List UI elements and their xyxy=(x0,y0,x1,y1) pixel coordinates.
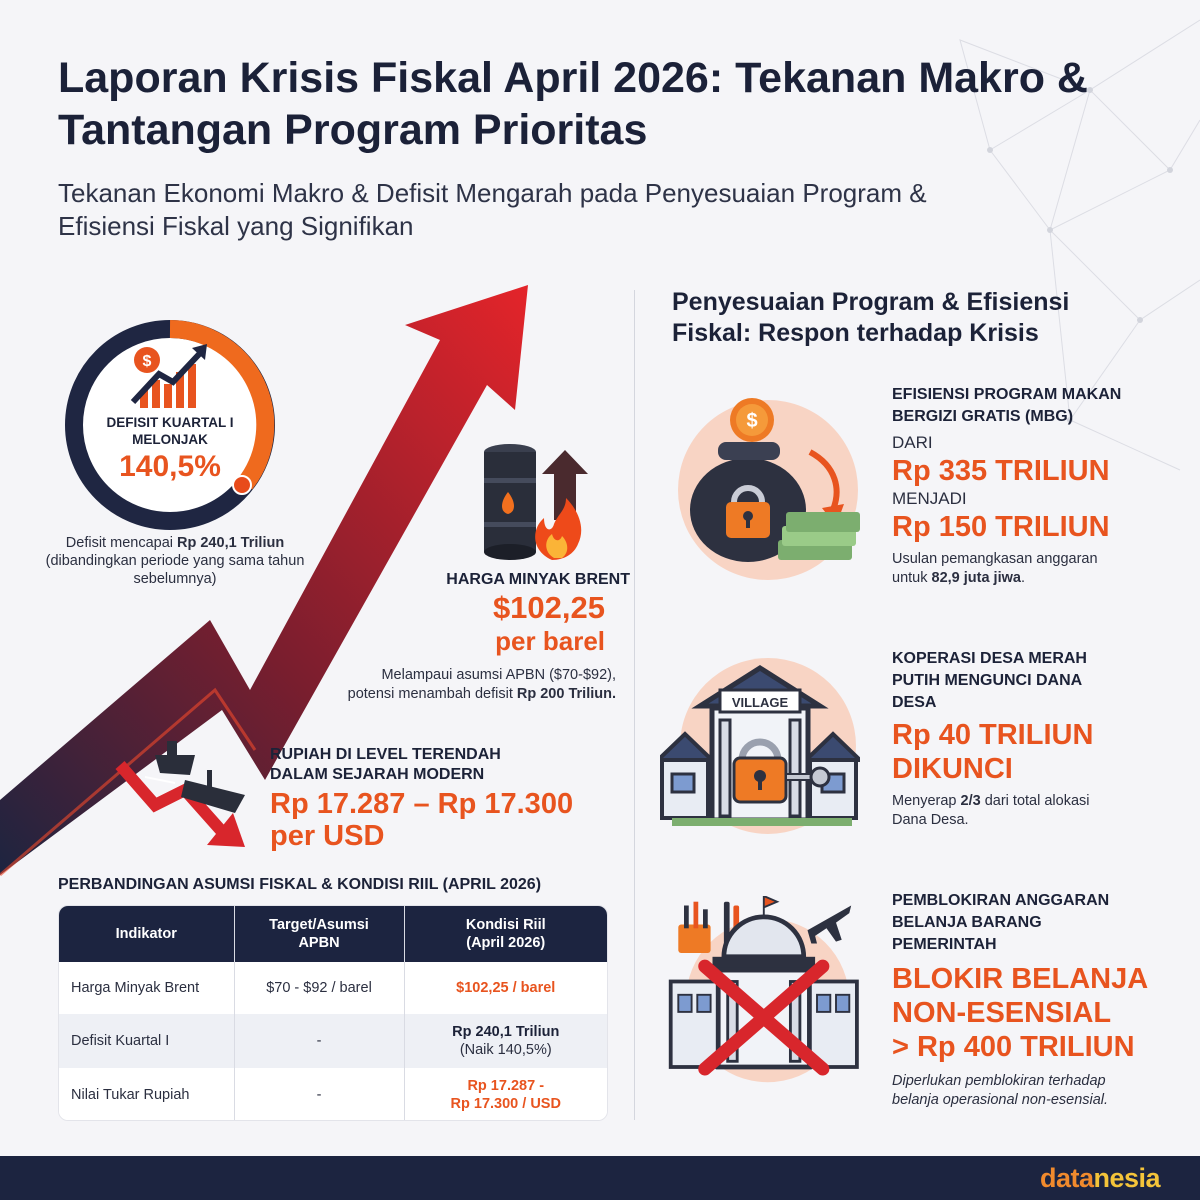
table-cell-indicator: Defisit Kuartal I xyxy=(59,1014,234,1068)
table-row xyxy=(59,962,607,1014)
mbg-from-label: DARI xyxy=(892,433,933,452)
table-cell-actual: Rp 17.287 - Rp 17.300 / USD xyxy=(404,1068,607,1121)
oil-price-note: Melampaui asumsi APBN ($70-$92), potensi menambah defisit Rp 200 Triliun. xyxy=(347,667,616,702)
village-sign: VILLAGE xyxy=(731,695,789,710)
svg-text:$: $ xyxy=(746,410,758,432)
table-cell-indicator: Harga Minyak Brent xyxy=(59,962,234,1014)
deficit-note-comparison: (dibandingkan periode yang sama tahun sebelumnya) xyxy=(45,553,305,587)
oil-deficit-impact: Rp 200 Triliun. xyxy=(516,686,616,702)
oil-price-value: $102,25 xyxy=(492,590,605,625)
svg-text:$: $ xyxy=(142,353,152,370)
mbg-section xyxy=(892,384,1172,588)
header-actual: Kondisi Riil (April 2026) xyxy=(404,906,607,962)
blokir-value-line3: > Rp 400 TRILIUN xyxy=(892,1031,1135,1063)
right-section-title: Penyesuaian Program & Efisiensi Fiskal: Respon terhadap Krisis xyxy=(672,288,1070,347)
header-target: Target/Asumsi APBN xyxy=(234,906,404,962)
table-cell-target: - xyxy=(234,1068,404,1121)
mbg-from-value: Rp 335 TRILIUN xyxy=(892,455,1110,487)
blokir-value-line2: NON-ESENSIAL xyxy=(892,997,1112,1029)
brand-logo: datanesia xyxy=(1040,1163,1161,1193)
table-row xyxy=(59,1068,607,1121)
mbg-label-line1: EFISIENSI PROGRAM MAKAN xyxy=(892,386,1122,403)
deficit-label-line1: DEFISIT KUARTAL I xyxy=(106,415,234,430)
deficit-label-line2: MELONJAK xyxy=(132,432,208,447)
blocked-government-building-icon xyxy=(660,896,860,1086)
comparison-table xyxy=(58,905,608,1121)
table-cell-target: - xyxy=(234,1014,404,1068)
blokir-value-line1: BLOKIR BELANJA xyxy=(892,963,1149,995)
kdmp-value-line2: DIKUNCI xyxy=(892,753,1013,785)
village-bank-lock-icon xyxy=(660,650,860,840)
table-cell-target: $70 - $92 / barel xyxy=(234,962,404,1014)
deficit-note: Defisit mencapai Rp 240,1 Triliun (dibandingkan periode yang sama tahun sebelumnya) xyxy=(40,534,310,588)
table-row xyxy=(59,1014,607,1068)
footer-bar xyxy=(0,1156,1200,1200)
oil-price-label: HARGA MINYAK BRENT xyxy=(446,571,630,588)
rupiah-value: Rp 17.287 – Rp 17.300 per USD xyxy=(270,788,574,852)
mbg-to-value: Rp 150 TRILIUN xyxy=(892,511,1110,543)
money-pot-lock-icon xyxy=(668,390,868,580)
rupiah-label: RUPIAH DI LEVEL TERENDAH DALAM SEJARAH MODERN xyxy=(270,746,501,783)
kdmp-section: KOPERASI DESA MERAH PUTIH MENGUNCI DANA DESA Rp 40 TRILIUN DIKUNCI Menyerap 2/3 dari total alokasi Dana Desa. xyxy=(892,648,1172,830)
deficit-value: 140,5% xyxy=(119,450,221,483)
oil-barrel-fire-icon xyxy=(470,440,620,570)
table-cell-actual: $102,25 / barel xyxy=(404,962,607,1014)
mbg-label-line2: BERGIZI GRATIS (MBG) xyxy=(892,408,1074,425)
table-cell-actual: Rp 240,1 Triliun (Naik 140,5%) xyxy=(404,1014,607,1068)
mbg-note: Usulan pemangkasan anggaran untuk 82,9 juta jiwa. xyxy=(892,551,1098,586)
kdmp-value-line1: Rp 40 TRILIUN xyxy=(892,719,1094,751)
header-indikator: Indikator xyxy=(59,906,234,962)
oil-price-unit: per barel xyxy=(495,626,605,656)
column-divider xyxy=(634,290,635,1120)
page-title: Laporan Krisis Fiskal April 2026: Tekanan Makro & Tantangan Program Prioritas xyxy=(58,54,1088,154)
blokir-section: PEMBLOKIRAN ANGGARAN BELANJA BARANG PEMERINTAH BLOKIR BELANJA NON-ESENSIAL > Rp 400 TRILIUN Diperlukan pemblokiran terhadap belanja operasional non-esensial. xyxy=(892,890,1182,1110)
page-subtitle: Tekanan Ekonomi Makro & Defisit Mengarah pada Penyesuaian Program & Efisiensi Fiskal yang Signifikan xyxy=(58,178,927,241)
table-cell-indicator: Nilai Tukar Rupiah xyxy=(59,1068,234,1121)
mbg-to-label: MENJADI xyxy=(892,489,967,508)
sinking-ships-icon xyxy=(115,735,265,855)
deficit-amount: Rp 240,1 Triliun xyxy=(177,535,285,551)
blokir-note: Diperlukan pemblokiran terhadap belanja operasional non-esensial. xyxy=(892,1073,1109,1108)
kdmp-note: Menyerap 2/3 dari total alokasi Dana Desa. xyxy=(892,793,1090,828)
comparison-table-title: PERBANDINGAN ASUMSI FISKAL & KONDISI RIIL (APRIL 2026) xyxy=(58,876,542,893)
deficit-ring-text xyxy=(85,414,255,484)
